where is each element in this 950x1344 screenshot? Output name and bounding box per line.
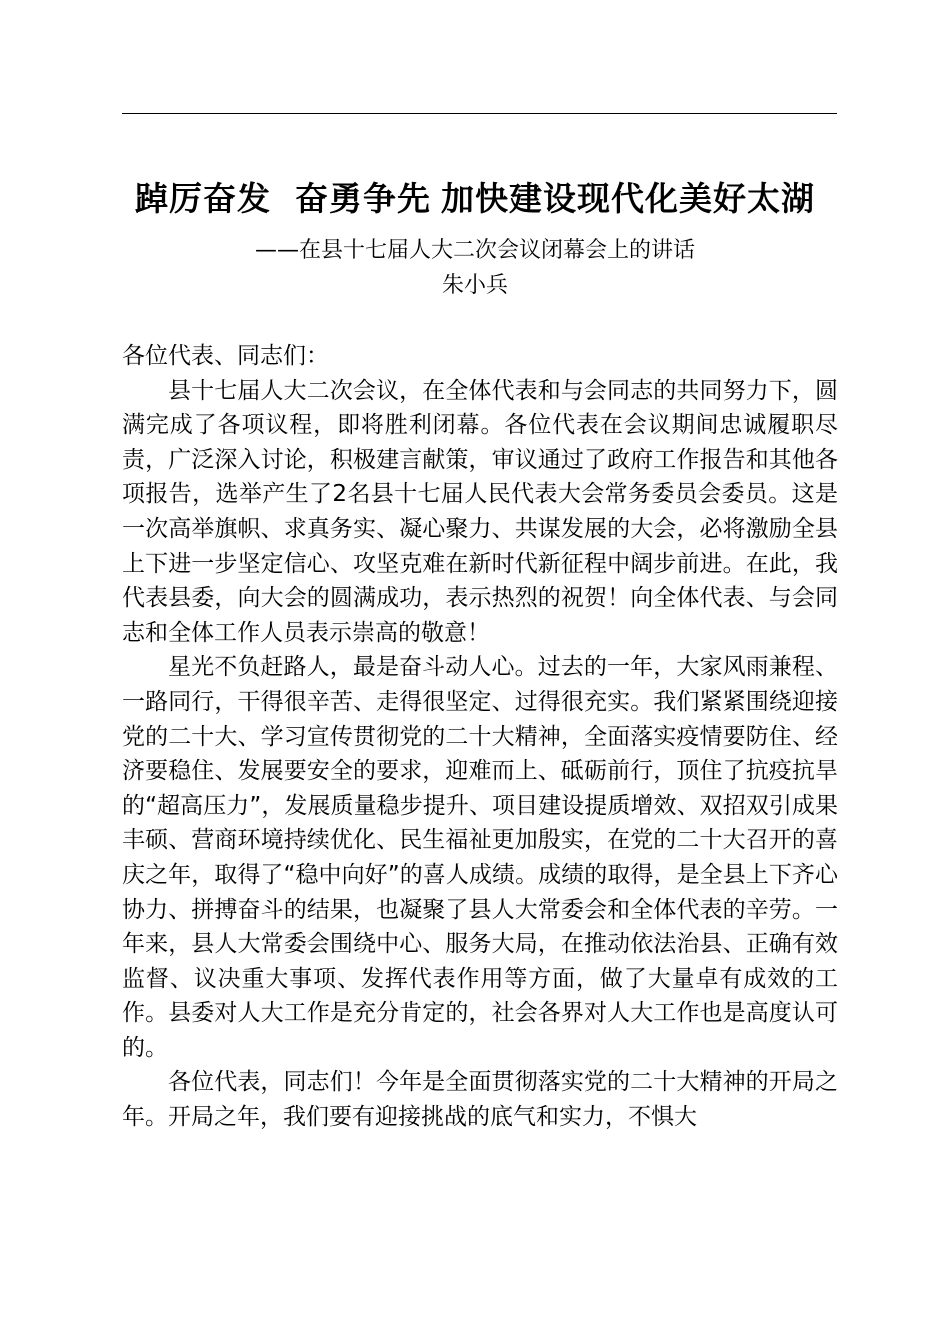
document-subtitle: ——在县十七届人大二次会议闭幕会上的讲话 — [254, 238, 695, 263]
document-author: 朱小兵 — [441, 273, 508, 298]
document-body — [122, 339, 838, 1135]
title-part-3: 加快建设现代化美好太湖 — [441, 179, 815, 218]
title-part-1: 踔厉奋发 — [135, 179, 271, 218]
header-rule — [122, 113, 837, 114]
paragraph-2: 星光不负赶路人，最是奋斗动人心。过去的一年，大家风雨兼程、一路同行，干得很辛苦、走得很坚定、过得很充实。我们紧紧围绕迎接党的二十大、学习宣传贯彻党的二十大精神，全面落实疫情要防住、经济要稳住、发展要安全的要求，迎难而上、砥砺前行，顶住了抗疫抗旱的“超高压力”，发展质量稳步提升、项目建设提质增效、双招双引成果丰硕、营商环境持续优化、民生福祉更加殷实，在党的二十大召开的喜庆之年，取得了“稳中向好”的喜人成绩。成绩的取得，是全县上下齐心协力、拼搏奋斗的结果，也凝聚了县人大常委会和全体代表的辛劳。一年来，县人大常委会围绕中心、服务大局，在推动依法治县、正确有效监督、议决重大事项、发挥代表作用等方面，做了大量卓有成效的工作。县委对人大工作是充分肯定的，社会各界对人大工作也是高度认可的。 — [122, 654, 838, 1061]
salutation: 各位代表、同志们： — [122, 343, 329, 369]
document-title — [0, 175, 950, 223]
paragraph-3: 各位代表，同志们！今年是全面贯彻落实党的二十大精神的开局之年。开局之年，我们要有迎接挑战的底气和实力，不惧大 — [122, 1069, 838, 1131]
paragraph-1: 县十七届人大二次会议，在全体代表和与会同志的共同努力下，圆满完成了各项议程，即将胜利闭幕。各位代表在会议期间忠诚履职尽责，广泛深入讨论，积极建言献策，审议通过了政府工作报告和其他各项报告，选举产生了2名县十七届人民代表大会常务委员会委员。这是一次高举旗帜、求真务实、凝心聚力、共谋发展的大会，必将激励全县上下进一步坚定信心、攻坚克难在新时代新征程中阔步前进。在此，我代表县委，向大会的圆满成功，表示热烈的祝贺！向全体代表、与会同志和全体工作人员表示崇高的敬意！ — [122, 377, 838, 646]
title-part-2: 奋勇争先 — [295, 179, 431, 218]
